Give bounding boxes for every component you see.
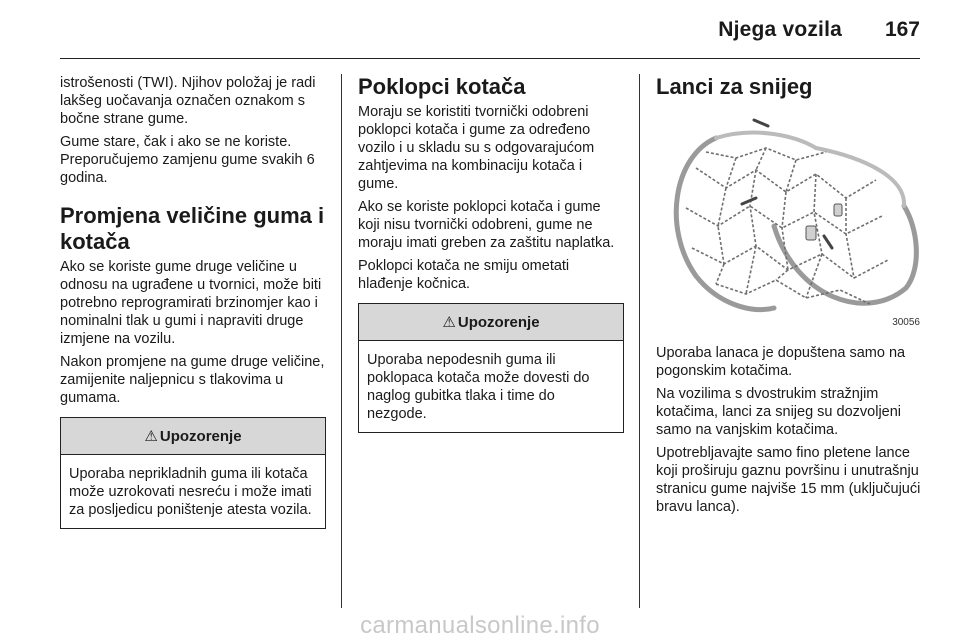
- warning-box: [60, 417, 326, 529]
- warning-header: [61, 418, 325, 455]
- paragraph: Na vozilima s dvostrukim stražnjim kotačima, lanci za snijeg su dozvoljeni samo na vanjskim kotačima.: [656, 386, 902, 438]
- paragraph: Upotrebljavajte samo fino pletene lance koji proširuju gaznu površinu i unutrašnju stranicu gume najviše 15 mm (uključujući bravu lanca).: [656, 445, 921, 515]
- image-number: 30056: [892, 317, 920, 328]
- paragraph: Gume stare, čak i ako se ne koriste. Preporučujemo zamjenu gume svakih 6 godina.: [60, 134, 315, 186]
- page-header: [60, 0, 920, 59]
- section-title: Njega vozila: [718, 18, 842, 41]
- heading-tyre-size: Promjena veličine guma i kotača: [60, 203, 325, 254]
- warning-text: Uporaba nepodesnih guma ili poklopaca kotača može dovesti do naglog gubitka tlaka i time do nezgode.: [367, 352, 590, 422]
- warning-title: Upozorenje: [457, 313, 540, 331]
- paragraph: Ako se koriste gume druge veličine u odnosu na ugrađene u tvornici, može biti potrebno reprogramirati brzinomjer kao i nominalni tlak u gumi i napraviti druge izmjene na vozilu.: [60, 259, 322, 347]
- paragraph: istrošenosti (TWI). Njihov položaj je radi lakšeg uočavanja označen oznakom s bočne strane gume.: [60, 75, 316, 127]
- paragraph: Nakon promjene na gume druge veličine, zamijenite naljepnicu s tlakovima u gumama.: [60, 354, 325, 406]
- column-divider: [639, 74, 640, 608]
- warning-text: Uporaba neprikladnih guma ili kotača može uzrokovati nesreću i može imati za posljedicu poništenje atesta vozila.: [69, 466, 312, 518]
- warning-title: Upozorenje: [159, 427, 242, 445]
- snow-chains-drawing: [656, 108, 924, 330]
- column-left: [60, 74, 326, 529]
- column-middle: [358, 74, 624, 433]
- warning-triangle-icon: ⚠: [442, 314, 456, 331]
- column-right: [656, 74, 924, 521]
- warning-header: [359, 304, 623, 341]
- watermark: carmanualsonline.info: [360, 612, 600, 639]
- paragraph: Poklopci kotača ne smiju ometati hlađenje kočnica.: [358, 258, 570, 292]
- paragraph: Ako se koriste poklopci kotača i gume koji nisu tvornički odobreni, gume ne moraju imati greben za zaštitu naplatka.: [358, 199, 615, 251]
- paragraph: Uporaba lanaca je dopuštena samo na pogonskim kotačima.: [656, 345, 906, 379]
- page-number: 167: [884, 18, 920, 41]
- warning-body: [61, 455, 325, 528]
- snow-chains-illustration: [656, 108, 924, 330]
- warning-triangle-icon: ⚠: [144, 428, 158, 445]
- warning-box: [358, 303, 624, 433]
- heading-wheel-covers: Poklopci kotača: [358, 74, 526, 99]
- paragraph: Moraju se koristiti tvornički odobreni poklopci kotača i gume za određeno vozilo i u skladu su s odgovarajućom zahtjevima na kombinaciju kotača i gume.: [358, 104, 595, 192]
- column-divider: [341, 74, 342, 608]
- heading-snow-chains: Lanci za snijeg: [656, 74, 813, 99]
- warning-body: [359, 341, 623, 432]
